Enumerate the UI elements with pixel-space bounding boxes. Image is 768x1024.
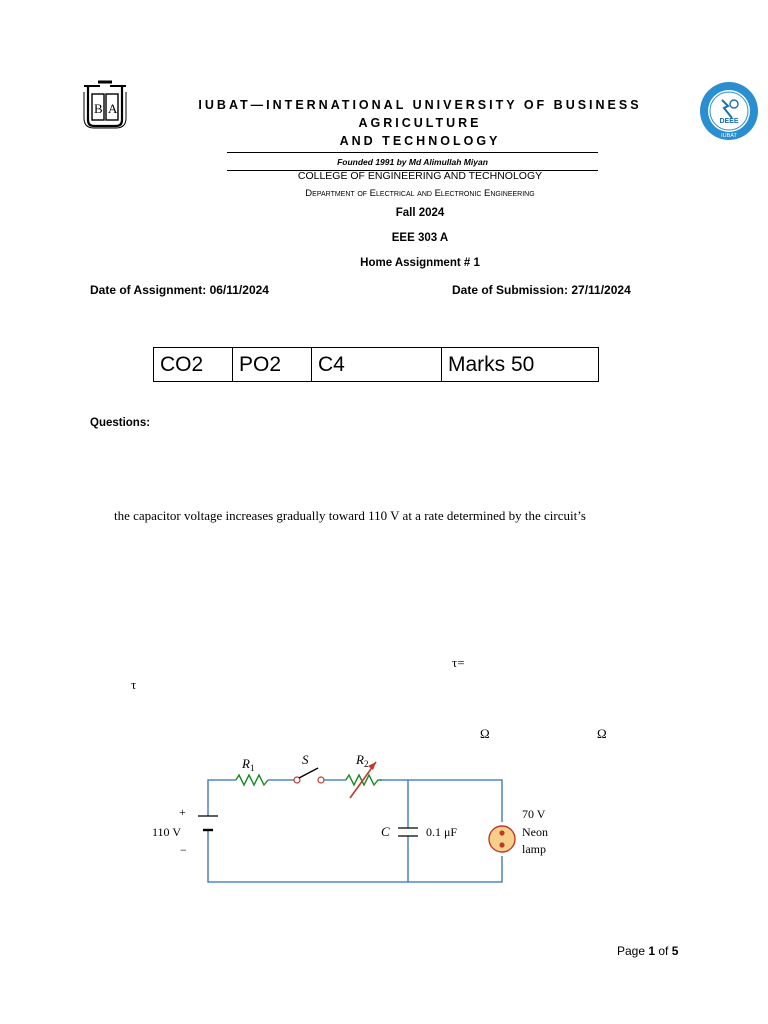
resistor-r1 xyxy=(236,775,268,785)
outcome-cell-marks: Marks 50 xyxy=(442,348,599,382)
lamp-label-2: lamp xyxy=(522,842,546,856)
lamp-voltage: 70 V xyxy=(522,807,546,821)
assignment-title: Home Assignment # 1 xyxy=(360,257,480,269)
page-prefix: Page xyxy=(617,944,649,958)
lamp-label-1: Neon xyxy=(522,825,548,839)
course-code: EEE 303 A xyxy=(391,232,449,244)
resistor-r2 xyxy=(346,775,382,785)
university-name-line2: AND TECHNOLOGY xyxy=(339,134,501,148)
deee-logo-text: DEEE xyxy=(719,118,739,125)
department-name: Department of Electrical and Electronic Engineering xyxy=(305,188,535,199)
r1-label: $R_1$ xyxy=(242,756,255,773)
tau-equation: τ= xyxy=(452,655,465,670)
svg-text:A: A xyxy=(108,101,118,116)
semester: Fall 2024 xyxy=(395,207,445,219)
outcome-row xyxy=(154,348,599,382)
capacitor-c xyxy=(398,828,418,836)
page-of: of xyxy=(655,944,672,958)
source-label: 110 V xyxy=(152,825,182,839)
battery-source xyxy=(198,816,218,830)
ohm-symbol-1: Ω xyxy=(480,726,490,741)
page-footer xyxy=(617,944,678,958)
body-line-1: the capacitor voltage increases gradually toward 110 V at a rate determined by the circuit’s xyxy=(114,508,586,523)
switch-s xyxy=(294,768,324,783)
outcome-cell-level: C4 xyxy=(312,348,442,382)
page-total: 5 xyxy=(671,944,679,958)
svg-text:B: B xyxy=(94,101,103,116)
questions-heading: Questions: xyxy=(90,417,151,429)
deee-logo-sub: IUBAT xyxy=(721,133,737,139)
college-name: COLLEGE OF ENGINEERING AND TECHNOLOGY xyxy=(297,170,543,182)
r2-label: $R_2$ xyxy=(356,752,369,769)
outcome-table xyxy=(153,347,599,382)
circuit-diagram xyxy=(152,748,580,888)
outcome-cell-po: PO2 xyxy=(233,348,312,382)
tau-symbol: τ xyxy=(131,677,137,692)
capacitor-label: C xyxy=(381,824,390,839)
founded-line: Founded 1991 by Md Alimullah Miyan xyxy=(337,157,488,167)
circuit-wires xyxy=(208,780,502,882)
date-of-submission: Date of Submission: 27/11/2024 xyxy=(452,283,631,297)
capacitor-value: 0.1 μF xyxy=(426,825,458,839)
page-number: 1 xyxy=(648,944,656,958)
neon-lamp xyxy=(489,826,515,852)
university-name xyxy=(140,96,700,150)
university-name-line1: IUBAT—INTERNATIONAL UNIVERSITY OF BUSINESS AGRICULTURE xyxy=(198,98,642,130)
switch-label: S xyxy=(302,752,309,767)
header-rule-top xyxy=(227,152,598,153)
ohm-symbol-2: Ω xyxy=(597,726,607,741)
plus-label: + xyxy=(179,805,186,819)
minus-label: − xyxy=(180,843,187,857)
deee-logo xyxy=(698,80,760,142)
iubat-logo xyxy=(78,80,132,130)
outcome-cell-co: CO2 xyxy=(154,348,233,382)
date-of-assignment: Date of Assignment: 06/11/2024 xyxy=(90,283,269,297)
